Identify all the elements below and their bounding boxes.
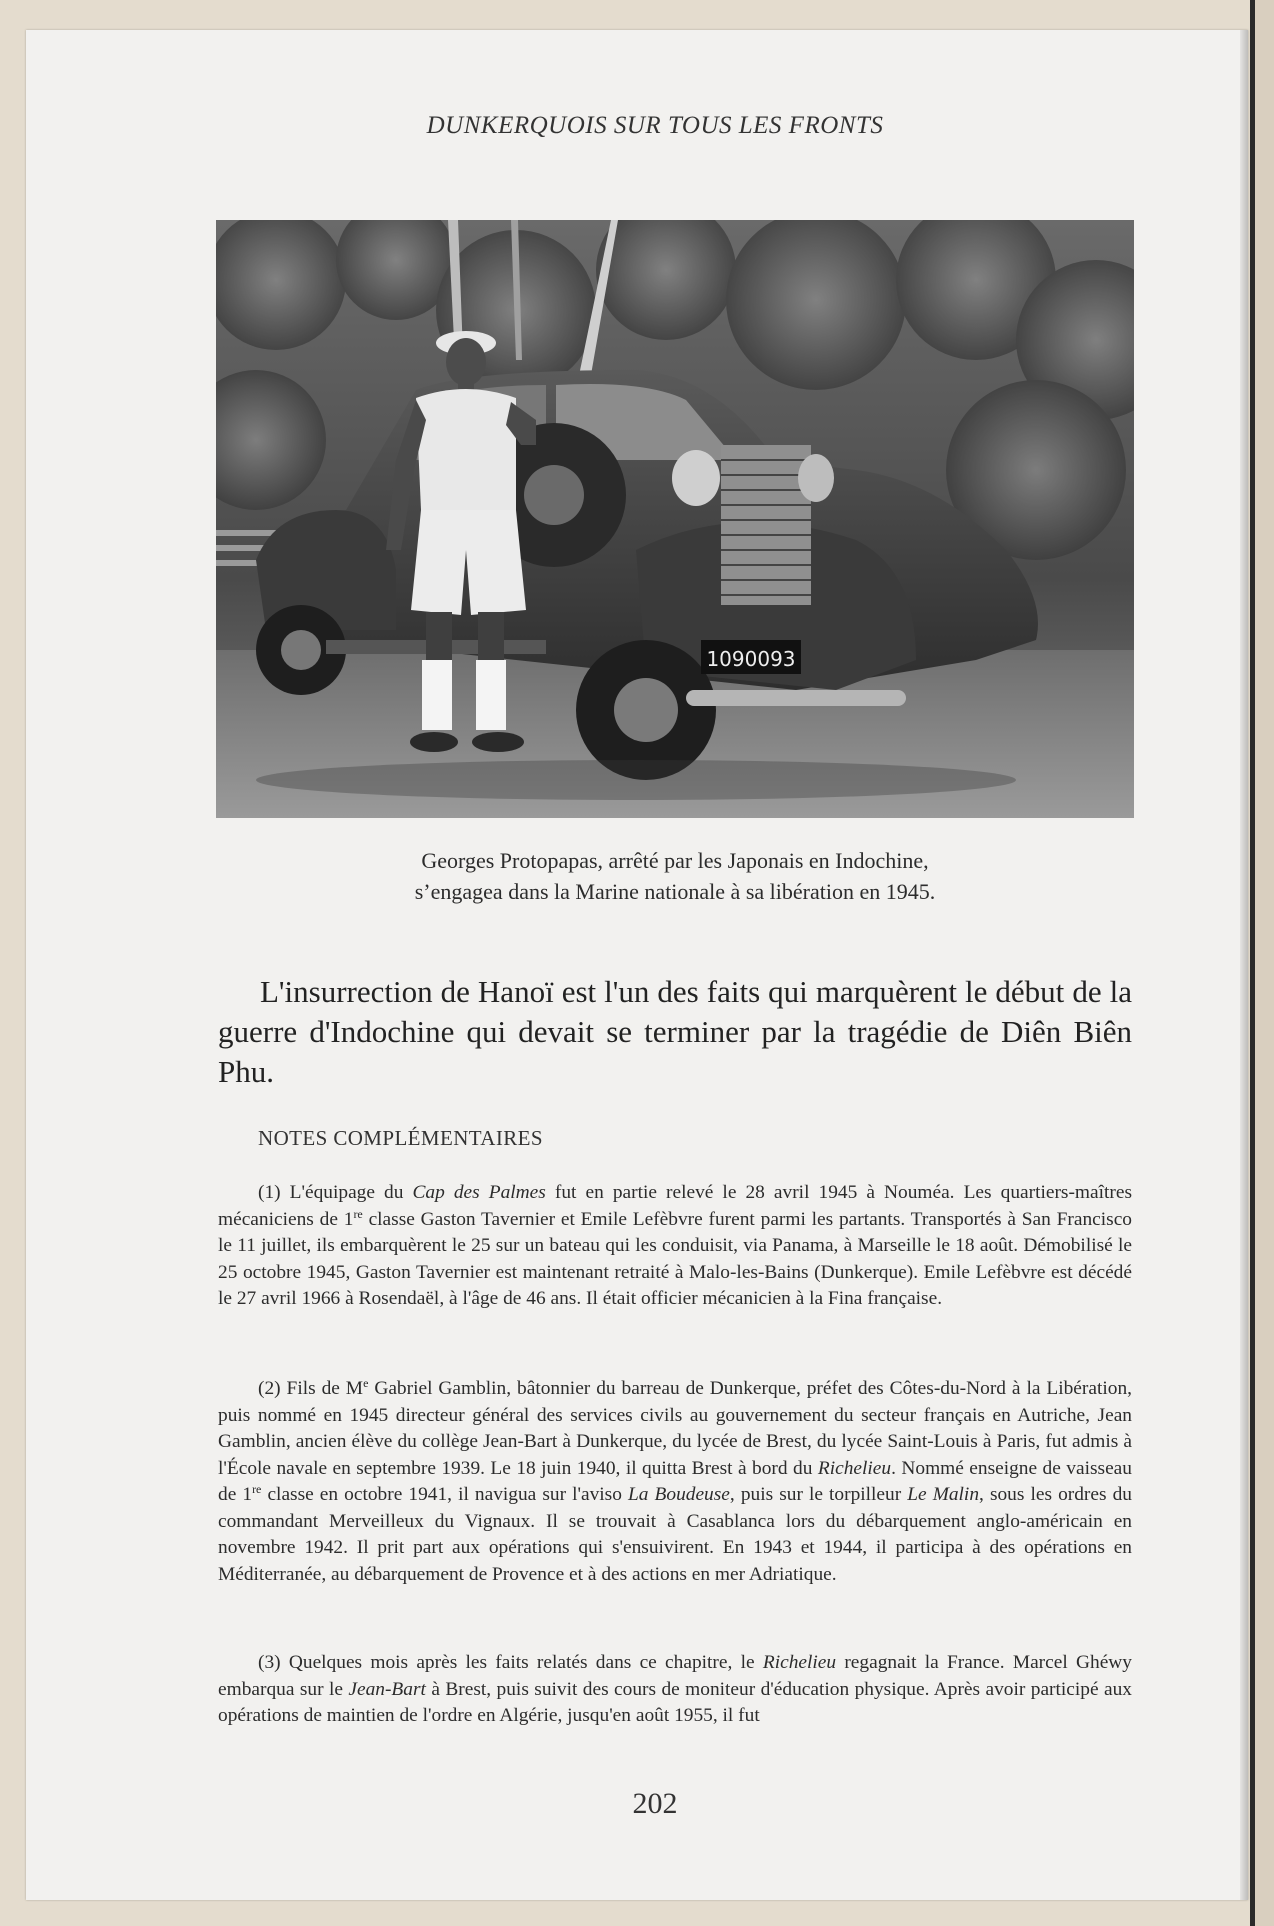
- note-1-text: (1) L'équipage du: [258, 1182, 413, 1203]
- main-paragraph: L'insurrection de Hanoï est l'un des faits qui marquèrent le début de la guerre d'Indochine qui devait se terminer par la tragédie de Diên Biên Phu.: [218, 974, 1132, 1089]
- page-gutter-shadow: [1240, 30, 1248, 1900]
- ship-name: Le Malin: [907, 1484, 980, 1505]
- notes-title: NOTES COMPLÉMENTAIRES: [258, 1126, 543, 1150]
- note-1-text: fut en partie relevé le 28 avril 1945 à Nouméa. Les quartiers-maîtres mécaniciens de 1: [218, 1182, 1132, 1230]
- superscript: re: [353, 1206, 363, 1221]
- photo-caption: [216, 845, 1134, 907]
- note-2-text: , puis sur le torpilleur: [729, 1484, 908, 1505]
- note-2: [218, 1376, 1132, 1588]
- note-1: [218, 1180, 1132, 1313]
- ship-name: La Boudeuse: [627, 1484, 730, 1505]
- note-2-text: . Nommé enseigne de vaisseau de 1: [218, 1457, 1132, 1505]
- book-spine-line: [1250, 0, 1255, 1926]
- caption-line-2: s’engagea dans la Marine nationale à sa libération en 1945.: [414, 879, 936, 904]
- ship-name: Cap des Palmes: [412, 1182, 546, 1203]
- note-3-text: regagnait la France. Marcel Ghéwy embarqua sur le: [218, 1652, 1133, 1700]
- ship-name: Richelieu: [762, 1652, 837, 1673]
- ship-name: Richelieu: [817, 1457, 892, 1479]
- running-header: DUNKERQUOIS SUR TOUS LES FRONTS: [426, 112, 884, 139]
- ship-name: Jean-Bart: [348, 1678, 426, 1700]
- note-1-text: classe Gaston Tavernier et Emile Lefèbvre furent parmi les partants. Transportés à San Francisco le 11 juillet, ils embarquèrent le 25 sur un bateau qui les conduisit, via Panama, à Marseille le 18 août. Démobilisé le 25 octobre 1945, Gaston Tavernier est maintenant retraité à Malo-les-Bains (Dunkerque). Emile Lefèbvre est décédé le 27 avril 1966 à Rosendaël, à l'âge de 46 ans. Il était officier mécanicien à la Fina française.: [218, 1208, 1132, 1309]
- note-2-text: Gabriel Gamblin, bâtonnier du barreau de Dunkerque, préfet des Côtes-du-Nord à la Libération, puis nommé en 1945 directeur général des services civils au gouvernement du secteur français en Autriche, Jean Gamblin, ancien élève du collège Jean-Bart à Dunkerque, du lycée de Brest, du lycée Saint-Louis à Paris, fut admis à l'École navale en septembre 1939. Le 18 juin 1940, il quitta Brest à bord du: [218, 1378, 1132, 1479]
- note-2-text: (2) Fils de M: [258, 1378, 364, 1399]
- note-2-text: classe en octobre 1941, il navigua sur l'aviso: [261, 1484, 628, 1505]
- caption-line-1: Georges Protopapas, arrêté par les Japonais en Indochine,: [421, 848, 929, 873]
- note-2-text: , sous les ordres du commandant Merveilleux du Vignaux. Il se trouvait à Casablanca lors du débarquement anglo-américain en novembre 1942. Il prit part aux opérations qui s'ensuivirent. En 1943 et 1944, il participa à des opérations en Méditerranée, au débarquement de Provence et à des actions en mer Adriatique.: [218, 1484, 1132, 1585]
- page-number: 202: [632, 1787, 678, 1820]
- photo-man-with-car: [216, 220, 1134, 818]
- note-3-text: à Brest, puis suivit des cours de moniteur d'éducation physique. Après avoir participé aux opérations de maintien de l'ordre en Algérie, jusqu'en août 1955, il fut: [218, 1678, 1132, 1726]
- superscript: re: [252, 1482, 262, 1496]
- note-3: [218, 1650, 1132, 1730]
- license-plate-text: 1090093: [706, 647, 796, 671]
- superscript: e: [363, 1376, 369, 1390]
- note-3-text: (3) Quelques mois après les faits relatés dans ce chapitre, le: [258, 1652, 763, 1673]
- book-edge: [1255, 0, 1274, 1926]
